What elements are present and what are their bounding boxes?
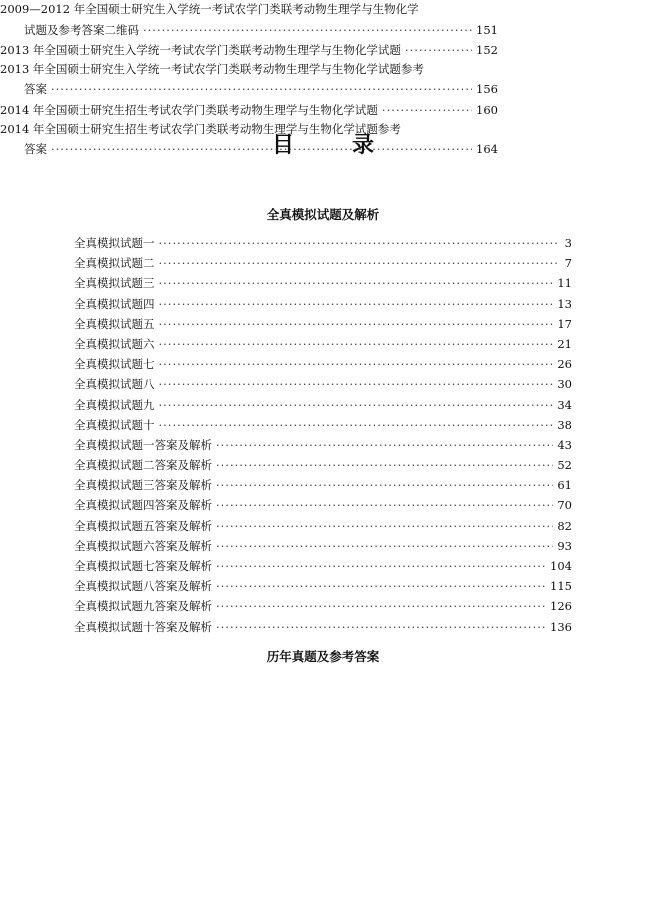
toc-entry[interactable]: [74, 536, 572, 556]
toc-entry[interactable]: [0, 120, 498, 160]
toc-entry-page: 70: [557, 498, 572, 513]
toc-entry-page: 38: [557, 417, 572, 432]
toc-entry[interactable]: [74, 415, 572, 435]
toc-entry[interactable]: [0, 60, 498, 100]
toc-leader-dots: [159, 253, 559, 273]
toc-entry-page: 61: [557, 478, 572, 493]
toc-leader-dots: [382, 100, 472, 120]
toc-leader-dots: [216, 475, 553, 495]
toc-leader-dots: [159, 314, 554, 334]
toc-leader-dots: [216, 435, 553, 455]
toc-entry[interactable]: [0, 40, 498, 60]
toc-entry-label: 全真模拟试题五: [74, 316, 155, 331]
toc-entry-label: 全真模拟试题四: [74, 296, 155, 311]
toc-leader-dots: [159, 374, 554, 394]
toc-entry-page: 7: [564, 256, 572, 271]
toc-entry[interactable]: [74, 374, 572, 394]
toc-entry[interactable]: [74, 596, 572, 616]
toc-leader-dots: [51, 79, 472, 99]
toc-entry-label: 2014 年全国硕士研究生招生考试农学门类联考动物生理学与生物化学试题参考: [0, 121, 401, 136]
toc-leader-dots: [216, 495, 553, 515]
toc-entry-page: 13: [557, 296, 572, 311]
toc-entry-label: 全真模拟试题六: [74, 336, 155, 351]
toc-leader-dots: [216, 576, 546, 596]
toc-entry-page: 26: [557, 357, 572, 372]
toc-entry-label: 全真模拟试题二: [74, 256, 155, 271]
toc-entry-label: 全真模拟试题一答案及解析: [74, 437, 212, 452]
section-heading-past-exams: 历年真题及参考答案: [266, 649, 380, 664]
toc-entry-label: 全真模拟试题三答案及解析: [74, 478, 212, 493]
toc-entry-label: 全真模拟试题五答案及解析: [74, 518, 212, 533]
toc-entry[interactable]: [74, 455, 572, 475]
toc-entry-page: 126: [550, 599, 572, 614]
toc-entry-label: 全真模拟试题八: [74, 377, 155, 392]
toc-entry-page: 43: [557, 437, 572, 452]
toc-entry-page: 17: [557, 316, 572, 331]
toc-leader-dots: [143, 20, 472, 40]
toc-leader-dots: [216, 536, 553, 556]
toc-entry-page: 156: [476, 82, 498, 97]
toc-entry-label-cont: 答案: [24, 82, 47, 97]
toc-leader-dots: [216, 596, 546, 616]
toc-leader-dots: [159, 415, 554, 435]
toc-leader-dots: [159, 294, 554, 314]
toc-entry-label: 全真模拟试题七: [74, 357, 155, 372]
toc-entry-label: 全真模拟试题十: [74, 417, 155, 432]
toc-entry-label: 全真模拟试题八答案及解析: [74, 579, 212, 594]
toc-entry[interactable]: [74, 233, 572, 253]
toc-entry-page: 52: [557, 458, 572, 473]
toc-entry-page: 3: [564, 236, 572, 250]
toc-entry[interactable]: [74, 273, 572, 293]
toc-leader-dots: [159, 354, 554, 374]
toc-entry[interactable]: [74, 435, 572, 455]
toc-entry-label: 2009—2012 年全国硕士研究生入学统一考试农学门类联考动物生理学与生物化学: [0, 2, 419, 16]
toc-leader-dots: [216, 617, 546, 637]
toc-entry-page: 152: [476, 42, 498, 57]
toc-entry[interactable]: [74, 495, 572, 515]
toc-entry-label: 全真模拟试题九答案及解析: [74, 599, 212, 614]
toc-entry[interactable]: [74, 395, 572, 415]
toc-entry-page: 164: [476, 142, 498, 157]
toc-leader-dots: [216, 455, 553, 475]
toc-entry[interactable]: [74, 475, 572, 495]
toc-entry[interactable]: [0, 0, 498, 40]
toc-entry-page: 11: [557, 276, 572, 291]
toc-entry-label: 全真模拟试题三: [74, 276, 155, 291]
toc-entry-page: 136: [550, 619, 572, 634]
toc-entry-label: 全真模拟试题九: [74, 397, 155, 412]
toc-entry-page: 34: [557, 397, 572, 412]
section-heading-mock-exams: 全真模拟试题及解析: [266, 207, 380, 222]
toc-entry-label: 全真模拟试题一: [74, 236, 155, 250]
toc-entry-label: 2014 年全国硕士研究生招生考试农学门类联考动物生理学与生物化学试题: [0, 102, 378, 117]
toc-leader-dots: [159, 395, 554, 415]
toc-entry[interactable]: [0, 100, 498, 120]
toc-entry[interactable]: [74, 314, 572, 334]
toc-entry[interactable]: [74, 576, 572, 596]
toc-leader-dots: [51, 139, 472, 159]
toc-entry-page: 160: [476, 102, 498, 117]
toc-entry-label: 全真模拟试题十答案及解析: [74, 619, 212, 634]
toc-entry-page: 82: [557, 518, 572, 533]
toc-leader-dots: [216, 556, 546, 576]
toc-entry[interactable]: [74, 334, 572, 354]
toc-leader-dots: [159, 233, 559, 253]
toc-entry-label: 全真模拟试题七答案及解析: [74, 559, 212, 573]
toc-leader-dots: [216, 516, 553, 536]
toc-leader-dots: [159, 334, 554, 354]
page-title-left: 目: [271, 133, 294, 158]
toc-entry-label: 2013 年全国硕士研究生入学统一考试农学门类联考动物生理学与生物化学试题参考: [0, 61, 424, 76]
toc-list-past-exams: [0, 0, 498, 159]
toc-entry-page: 30: [557, 377, 572, 392]
toc-entry-page: 93: [557, 538, 572, 553]
toc-list-mock-exams: [74, 233, 572, 637]
toc-leader-dots: [159, 273, 554, 293]
toc-entry[interactable]: [74, 516, 572, 536]
toc-entry-label: 全真模拟试题六答案及解析: [74, 538, 212, 553]
toc-leader-dots: [405, 40, 472, 60]
toc-entry[interactable]: [74, 294, 572, 314]
toc-entry[interactable]: [74, 617, 572, 637]
toc-entry-page: 21: [557, 336, 572, 351]
toc-entry[interactable]: [74, 253, 572, 273]
toc-entry[interactable]: [74, 556, 572, 576]
toc-entry-page: 104: [550, 559, 572, 573]
toc-entry-page: 115: [550, 579, 572, 594]
toc-entry-label-cont: 试题及参考答案二维码: [24, 22, 139, 37]
toc-entry-page: 151: [476, 22, 498, 37]
toc-entry-label: 全真模拟试题二答案及解析: [74, 458, 212, 473]
toc-entry-label: 全真模拟试题四答案及解析: [74, 498, 212, 513]
toc-entry[interactable]: [74, 354, 572, 374]
toc-entry-label: 2013 年全国硕士研究生入学统一考试农学门类联考动物生理学与生物化学试题: [0, 42, 401, 57]
toc-entry-label-cont: 答案: [24, 142, 47, 157]
page-title-right: 录: [352, 133, 375, 158]
